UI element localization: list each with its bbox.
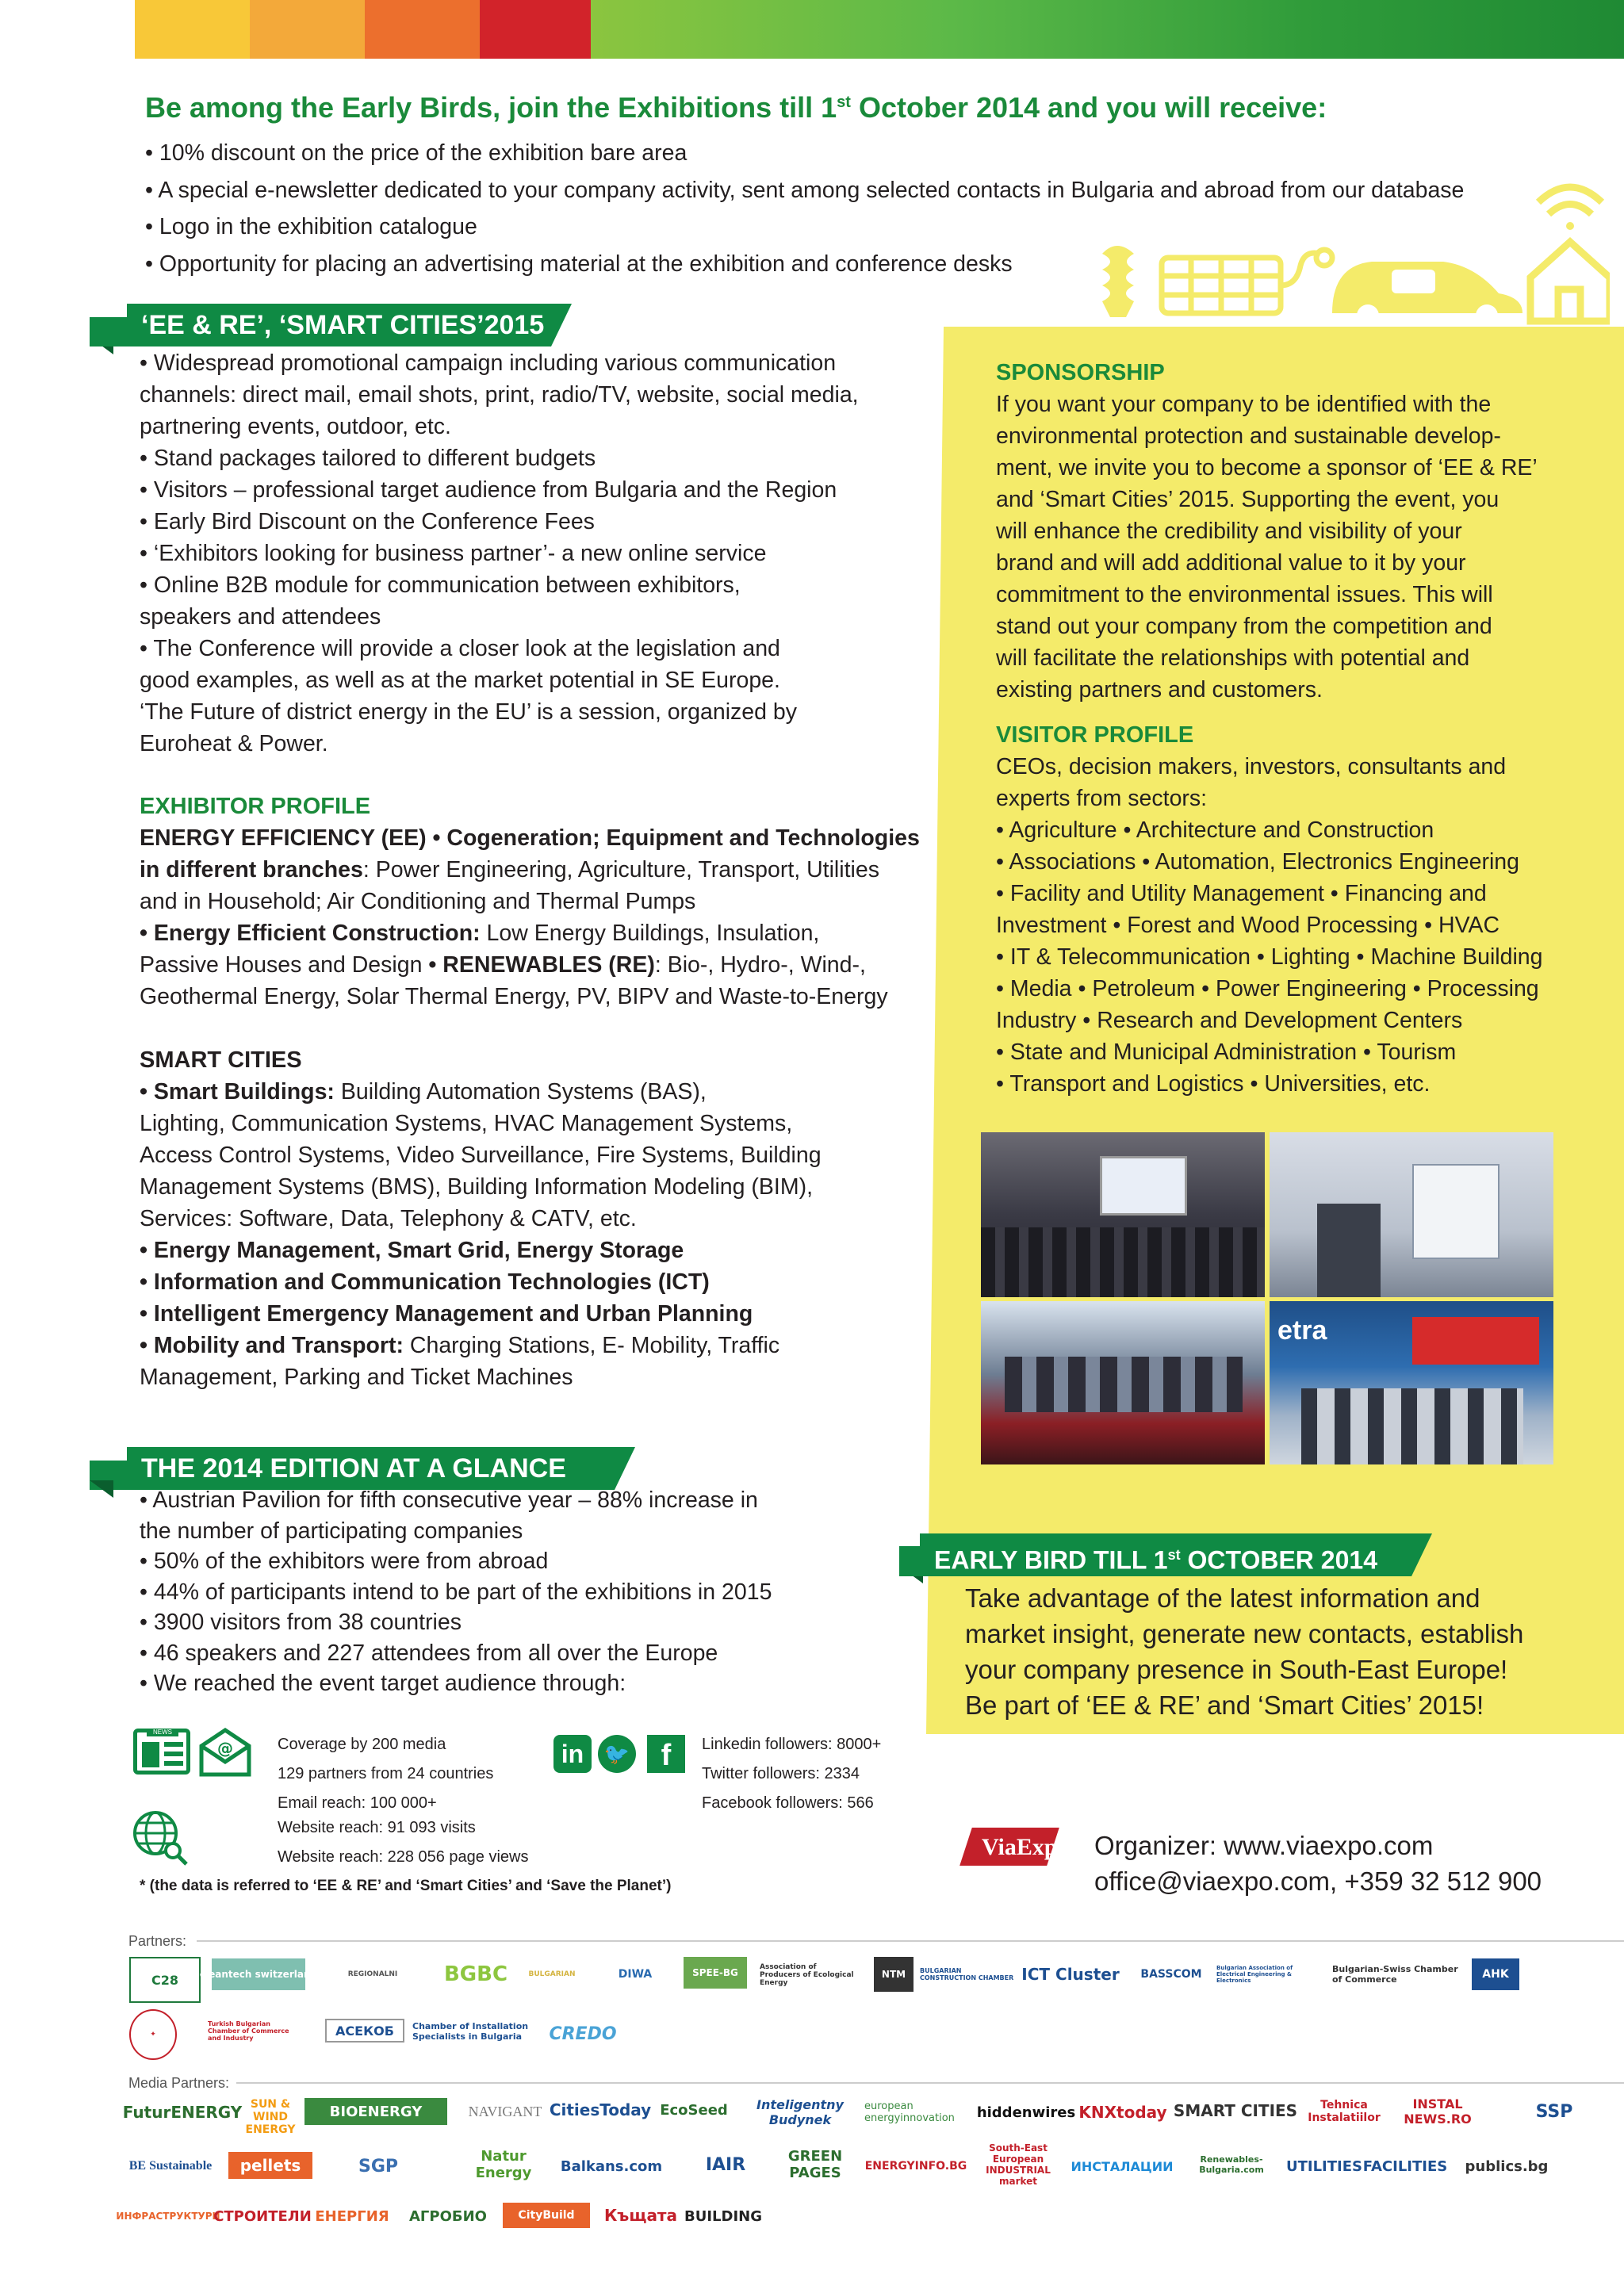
media-partner-logo: ИНСТАЛАЦИИ <box>1071 2158 1174 2174</box>
audience <box>981 1227 1265 1297</box>
media-partner-logo: SMART CITIES <box>1173 2101 1298 2120</box>
early-bird-headline <box>145 91 1327 124</box>
ee-line: • The Conference will provide a closer look at the legislation and <box>140 636 780 661</box>
partner-logo: АСЕКОБ <box>325 2019 404 2043</box>
visitor-line: • Transport and Logistics • Universities, etc. <box>996 1071 1431 1097</box>
media-partner-logo: IAIR <box>705 2154 746 2175</box>
partner-logo: Turkish Bulgarian Chamber of Commerce and Industry <box>208 2020 289 2042</box>
bar-green-gradient <box>591 0 1624 59</box>
media-partner-logo: ИНФРАСТРУКТУРИ <box>116 2211 220 2222</box>
newspaper-column <box>142 1742 159 1767</box>
early-bird-line: market insight, generate new contacts, establish <box>965 1619 1524 1648</box>
visitor-line: CEOs, decision makers, investors, consultants and <box>996 754 1507 779</box>
partner-logo: BULGARIAN CONSTRUCTION CHAMBER <box>920 1967 1014 1981</box>
partner-logo: DIWA <box>618 1968 653 1981</box>
photo-conference-room <box>981 1132 1265 1297</box>
projector-screen <box>1100 1156 1187 1216</box>
early-bird-tab-text-end: OCTOBER 2014 <box>1180 1545 1377 1575</box>
headline-text: Be among the Early Birds, join the Exhibitions till 1 <box>145 91 837 124</box>
partner-logo: SPEE-BG <box>684 1957 747 1989</box>
media-partners-divider <box>236 2082 1624 2084</box>
media-partner-logo: Къщата <box>603 2206 678 2225</box>
media-partner-logo: Inteligentny Budynek <box>756 2097 844 2127</box>
smart-cities-text: Charging Stations, E- Mobility, Traffic <box>403 1333 780 1358</box>
ee-line: • Visitors – professional target audience from Bulgaria and the Region <box>140 477 837 503</box>
ee-line: • Early Bird Discount on the Conference Fees <box>140 509 595 534</box>
glance-line: the number of participating companies <box>140 1518 523 1544</box>
people <box>1301 1388 1523 1464</box>
media-partner-logo: KNXtoday <box>1078 2103 1167 2122</box>
ee-line: • Stand packages tailored to different budgets <box>140 446 596 471</box>
smart-cities-line <box>140 1076 964 1108</box>
visitor-line: • Agriculture • Architecture and Construction <box>996 817 1434 843</box>
newspaper-line <box>164 1752 183 1756</box>
red-banner <box>1412 1317 1539 1365</box>
visitor-profile-title: VISITOR PROFILE <box>996 722 1194 748</box>
partner-logo: ICT Cluster <box>1021 1965 1120 1984</box>
smart-cities-line <box>140 1330 964 1361</box>
media-stats <box>278 1730 493 1818</box>
media-partner-logo: EcoSeed <box>660 2101 728 2119</box>
partner-logo: Association of Producers of Ecological Energy <box>760 1963 854 1987</box>
glance-line: • 3900 visitors from 38 countries <box>140 1610 462 1635</box>
ee-line: • Online B2B module for communication between exhibitors, <box>140 572 741 598</box>
visitor-line: • Associations • Automation, Electronics Engineering <box>996 849 1519 875</box>
glance-line: • Austrian Pavilion for fifth consecutive year – 88% increase in <box>140 1487 758 1513</box>
media-stat: Email reach: 100 000+ <box>278 1794 437 1812</box>
partner-logo: BULGARIAN <box>528 1970 576 1978</box>
bar-yellow-segment <box>135 0 250 59</box>
tab-flap <box>90 317 129 346</box>
ee-section-body <box>140 347 964 760</box>
glance-line: • 50% of the exhibitors were from abroad <box>140 1549 549 1574</box>
organizer-info <box>1094 1828 1542 1899</box>
glance-footnote: * (the data is referred to ‘EE & RE’ and ‘Smart Cities’ and ‘Save the Planet’) <box>140 1878 672 1894</box>
media-partner-logo: NAVIGANT <box>468 2103 542 2119</box>
visitor-line: • Facility and Utility Management • Financing and <box>996 881 1487 906</box>
ee-line: channels: direct mail, email shots, print, radio/TV, website, social media, <box>140 382 859 408</box>
smart-cities-line: Lighting, Communication Systems, HVAC Management Systems, <box>140 1111 793 1136</box>
email-icon <box>198 1727 252 1778</box>
media-partner-logo: european energyinnovation <box>864 2100 955 2124</box>
exhibitor-text: : Bio-, Hydro-, Wind-, <box>654 952 866 978</box>
organizer-contact: office@viaexpo.com, +359 32 512 900 <box>1094 1866 1542 1896</box>
media-partner-logo: Natur Energy <box>475 2148 532 2181</box>
ee-line: • ‘Exhibitors looking for business partner’- a new online service <box>140 541 767 566</box>
media-partner-logo: Renewables-Bulgaria.com <box>1199 2154 1264 2175</box>
media-partner-logo: FuturENERGY <box>122 2103 243 2122</box>
early-bird-tab-sup: st <box>1167 1547 1181 1563</box>
web-stat: Website reach: 228 056 page views <box>278 1848 529 1866</box>
sponsorship-line: existing partners and customers. <box>996 677 1323 703</box>
ee-line: Euroheat & Power. <box>140 731 328 756</box>
media-partner-logo: BUILDING <box>684 2207 762 2225</box>
booth-stand <box>1412 1164 1500 1259</box>
ee-re-tab: ‘EE & RE’, ‘SMART CITIES’2015 <box>127 304 551 346</box>
ee-line: • Widespread promotional campaign including various communication <box>140 350 837 376</box>
ee-line: partnering events, outdoor, etc. <box>140 414 451 439</box>
sponsorship-line: environmental protection and sustainable develop- <box>996 423 1501 449</box>
exhibitor-text: : Power Engineering, Agriculture, Transport, Utilities <box>362 857 879 882</box>
visitor-profile-section <box>996 719 1599 1100</box>
sponsorship-line: and ‘Smart Cities’ 2015. Supporting the event, you <box>996 487 1500 512</box>
smart-cities-line: Services: Software, Data, Telephony & CATV, etc. <box>140 1206 637 1231</box>
svg-text:@: @ <box>217 1739 233 1758</box>
exhibitor-bold: • Energy Efficient Construction: <box>140 921 481 946</box>
glance-tab: THE 2014 EDITION AT A GLANCE <box>127 1447 615 1490</box>
exhibitor-line <box>140 949 964 981</box>
partner-logo: BGBC <box>443 1962 508 1986</box>
visitor-line: experts from sectors: <box>996 786 1208 811</box>
smart-cities-bold: • Mobility and Transport: <box>140 1333 404 1358</box>
sponsorship-line: commitment to the environmental issues. This will <box>996 582 1493 607</box>
sponsorship-line: brand and will add additional value to it by your <box>996 550 1466 576</box>
social-stats <box>702 1730 881 1818</box>
sponsorship-line: will facilitate the relationships with potential and <box>996 645 1470 671</box>
media-partner-logo: ЕНЕРГИЯ <box>315 2207 389 2225</box>
smart-home-icon <box>1530 187 1610 321</box>
exhibitor-line: Geothermal Energy, Solar Thermal Energy, PV, BIPV and Waste-to-Energy <box>140 984 888 1009</box>
twitter-icon: 🐦 <box>598 1735 636 1773</box>
electric-car-icon <box>1332 262 1522 325</box>
exhibitor-text: Low Energy Buildings, Insulation, <box>480 921 820 946</box>
tab-fold <box>90 1480 113 1498</box>
smart-cities-line: Management, Parking and Ticket Machines <box>140 1365 573 1390</box>
exhibitor-bold: in different branches <box>140 857 363 882</box>
media-partner-logo: hiddenwires <box>976 2104 1076 2121</box>
exhibitor-bold: • RENEWABLES (RE) <box>428 952 655 978</box>
media-partner-logo: publics.bg <box>1465 2157 1549 2175</box>
media-stat: 129 partners from 24 countries <box>278 1765 494 1782</box>
bar-red-segment <box>480 0 591 59</box>
headline-text-end: October 2014 and you will receive: <box>850 91 1327 124</box>
facebook-icon: f <box>647 1735 685 1773</box>
sponsorship-line: If you want your company to be identified with the <box>996 392 1492 417</box>
social-stat: Facebook followers: 566 <box>702 1794 874 1812</box>
partner-logo: AHK <box>1472 1958 1519 1990</box>
ee-line: speakers and attendees <box>140 604 381 630</box>
media-partner-logo: CitiesToday <box>549 2100 652 2119</box>
smart-cities-text: Building Automation Systems (BAS), <box>334 1079 707 1105</box>
media-partner-logo: АГРОБИО <box>409 2207 487 2225</box>
smart-cities-bold: • Smart Buildings: <box>140 1079 335 1105</box>
visitor-line: • Media • Petroleum • Power Engineering • Processing <box>996 976 1539 1001</box>
media-partner-logo: South-East European INDUSTRIAL market <box>986 2142 1051 2187</box>
solar-panel-icon <box>1162 258 1281 313</box>
viaexpo-logo <box>966 1828 1077 1891</box>
partner-logo: Bulgarian Association of Electrical Engineering & Electronics <box>1216 1965 1293 1984</box>
partner-logo: BASSCOM <box>1140 1968 1202 1981</box>
smart-cities-title: SMART CITIES <box>140 1047 302 1073</box>
bar-dark-orange-segment <box>365 0 480 59</box>
media-partner-logo: CityBuild <box>503 2203 590 2228</box>
early-bird-line: Be part of ‘EE & RE’ and ‘Smart Cities’ 2015! <box>965 1690 1484 1720</box>
top-color-bar <box>135 0 1624 59</box>
photo-exhibition-hall <box>981 1301 1265 1464</box>
photo-exhibition-booth <box>1270 1132 1553 1297</box>
media-partner-logo: SGP <box>358 2156 399 2177</box>
media-partners-label: Media Partners: <box>128 2075 230 2091</box>
media-partner-logo: Tehnica Instalatiilor <box>1308 2099 1381 2124</box>
ee-line: ‘The Future of district energy in the EU’ is a session, organized by <box>140 699 798 725</box>
exhibitor-text: Passive Houses and Design <box>140 952 429 978</box>
media-partner-logo: FACILITIES <box>1362 2157 1448 2175</box>
headline-sup: st <box>837 94 851 111</box>
exhibitor-line: ENERGY EFFICIENCY (EE) • Cogeneration; Equipment and Technologies <box>140 825 920 851</box>
media-partner-logo: BE Sustainable <box>128 2159 213 2173</box>
sponsorship-line: ment, we invite you to become a sponsor of ‘EE & RE’ <box>996 455 1538 480</box>
glance-line: • We reached the event target audience through: <box>140 1671 626 1696</box>
visitor-line: Investment • Forest and Wood Processing • HVAC <box>996 913 1500 938</box>
smart-cities-line: • Intelligent Emergency Management and Urban Planning <box>140 1301 753 1327</box>
media-partner-logo: SUN & WIND ENERGY <box>245 2098 296 2136</box>
early-bird-line: Take advantage of the latest information and <box>965 1583 1480 1613</box>
early-bird-tab <box>920 1533 1411 1576</box>
media-partner-logo: INSTAL NEWS.RO <box>1404 2096 1472 2127</box>
ee-line: good examples, as well as at the market potential in SE Europe. <box>140 668 780 693</box>
sponsorship-line: will enhance the credibility and visibility of your <box>996 519 1462 544</box>
benefit-item: • Opportunity for placing an advertising material at the exhibition and conference desks <box>145 251 1013 277</box>
partner-logo: NTM <box>874 1957 914 1992</box>
media-stat: Coverage by 200 media <box>278 1736 446 1753</box>
media-partner-logo: Balkans.com <box>560 2157 663 2175</box>
smart-cities-line: • Energy Management, Smart Grid, Energy Storage <box>140 1238 684 1263</box>
media-partner-logo: СТРОИТЕЛИ <box>213 2207 312 2225</box>
exhibitor-line <box>140 854 964 886</box>
benefit-item: • A special e-newsletter dedicated to your company activity, sent among selected contacts in Bulgaria and abroad from our database <box>145 177 1465 203</box>
media-partner-logo: SSP <box>1535 2101 1573 2122</box>
news-badge: NEWS <box>147 1729 178 1736</box>
partners-divider <box>197 1940 1624 1942</box>
partner-logo: cleantech switzerland <box>212 1958 305 1990</box>
newspaper-line <box>164 1761 183 1766</box>
web-stats <box>278 1813 529 1872</box>
visitor-line: • IT & Telecommunication • Lighting • Machine Building <box>996 944 1543 970</box>
media-partner-logo: UTILITIES <box>1286 2157 1362 2175</box>
media-partner-logo: GREEN PAGES <box>787 2148 843 2181</box>
etra-sign: etra <box>1277 1315 1327 1346</box>
exhibitor-line: and in Household; Air Conditioning and Thermal Pumps <box>140 889 696 914</box>
smart-cities-section <box>140 1044 964 1393</box>
partner-logo: CREDO <box>549 2023 617 2044</box>
newspaper-line <box>164 1742 183 1747</box>
tab-flap <box>899 1546 923 1576</box>
partner-logo: Bulgarian-Swiss Chamber of Commerce <box>1332 1964 1458 1985</box>
exhibitor-line <box>140 917 964 949</box>
linkedin-icon: in <box>553 1735 592 1773</box>
early-bird-tab-text: EARLY BIRD TILL 1 <box>934 1545 1168 1575</box>
early-bird-text <box>965 1580 1599 1723</box>
smart-cities-line: Access Control Systems, Video Surveillance, Fire Systems, Building <box>140 1143 822 1168</box>
glance-line: • 46 speakers and 227 attendees from all over the Europe <box>140 1640 718 1666</box>
bar-orange-segment <box>250 0 365 59</box>
glance-line: • 44% of participants intend to be part of the exhibitions in 2015 <box>140 1579 772 1605</box>
viaexpo-logo-text: ViaExpo <box>982 1834 1070 1860</box>
crowd <box>1005 1357 1243 1412</box>
media-partner-logo: BIOENERGY <box>304 2098 447 2125</box>
sponsorship-section <box>996 357 1599 706</box>
media-partner-logo: ENERGYINFO.BG <box>864 2160 967 2173</box>
social-stat: Linkedin followers: 8000+ <box>702 1736 882 1753</box>
benefit-item: • 10% discount on the price of the exhibition bare area <box>145 140 688 166</box>
partner-logo: Chamber of Installation Specialists in Bulgaria <box>412 2021 529 2042</box>
bulb-icon <box>1102 246 1134 317</box>
eco-icons <box>1086 182 1610 325</box>
organizer-website: Organizer: www.viaexpo.com <box>1094 1831 1434 1860</box>
exhibitor-profile-title: EXHIBITOR PROFILE <box>140 794 371 819</box>
visitors <box>1317 1204 1381 1297</box>
partners-label: Partners: <box>128 1933 187 1949</box>
glance-section <box>140 1485 964 1699</box>
smart-cities-line: Management Systems (BMS), Building Information Modeling (BIM), <box>140 1174 813 1200</box>
smart-cities-line: • Information and Communication Technologies (ICT) <box>140 1269 710 1295</box>
partner-logo: ✦ <box>129 2009 177 2060</box>
visitor-line: Industry • Research and Development Centers <box>996 1008 1463 1033</box>
photo-etra-stand <box>1270 1301 1553 1464</box>
partner-logo: REGIONALNI <box>347 1970 398 1978</box>
benefit-item: • Logo in the exhibition catalogue <box>145 214 477 239</box>
early-bird-line: your company presence in South-East Europe! <box>965 1655 1508 1684</box>
plug-icon <box>1281 250 1332 285</box>
partner-logo: C28 <box>129 1957 201 2003</box>
globe-search-icon <box>130 1808 189 1866</box>
media-partner-logo: pellets <box>228 2152 312 2179</box>
visitor-line: • State and Municipal Administration • Tourism <box>996 1039 1457 1065</box>
sponsorship-title: SPONSORSHIP <box>996 360 1165 385</box>
social-stat: Twitter followers: 2334 <box>702 1765 860 1782</box>
exhibitor-profile <box>140 791 964 1013</box>
web-stat: Website reach: 91 093 visits <box>278 1819 476 1836</box>
sponsorship-line: stand out your company from the competition and <box>996 614 1492 639</box>
newspaper-icon <box>133 1729 190 1775</box>
